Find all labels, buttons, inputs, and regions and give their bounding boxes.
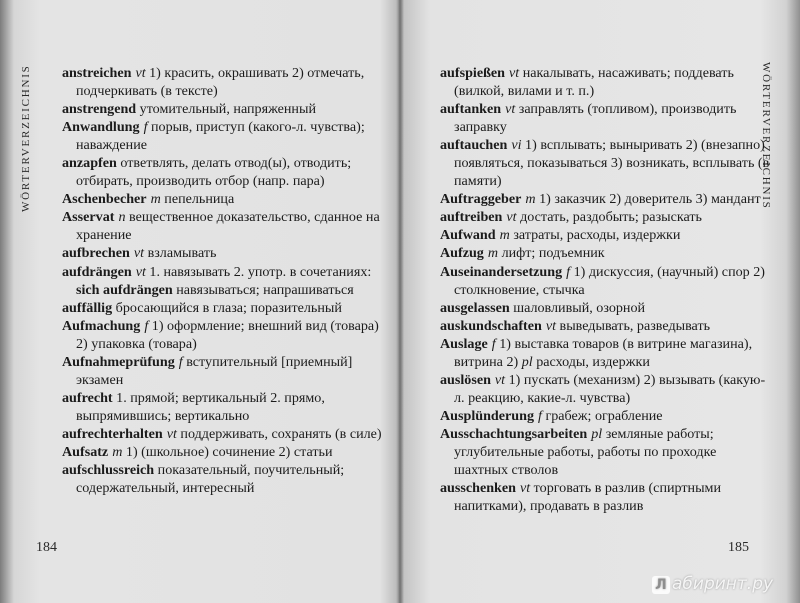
left-entries — [62, 64, 392, 497]
grammar-label: f — [538, 407, 542, 424]
dictionary-entry — [62, 154, 392, 190]
grammar-label: pl — [521, 353, 533, 370]
headword: auslösen — [440, 371, 491, 388]
dictionary-entry — [440, 263, 770, 299]
grammar-label: vt — [519, 480, 531, 497]
headword: anstrengend — [62, 101, 137, 118]
headword: Auseinandersetzung — [440, 263, 563, 280]
grammar-label: vi — [511, 137, 522, 154]
headword: aufschlussreich — [62, 462, 155, 479]
headword: Asservat — [62, 209, 115, 226]
dictionary-entry — [440, 407, 770, 425]
definition: бросающийся в глаза; поразительный — [112, 299, 342, 316]
headword: auftreiben — [440, 209, 503, 226]
grammar-label: vt — [133, 245, 145, 262]
definition: выведывать, разведывать — [556, 317, 711, 334]
definition: утомительный, напряженный — [136, 101, 316, 118]
definition: навязываться; напрашиваться — [172, 281, 354, 298]
dictionary-entry — [440, 226, 770, 244]
dictionary-entry — [62, 190, 392, 208]
headword: anstreichen — [62, 65, 132, 81]
headword: Aufsatz — [62, 443, 109, 460]
definition: 1) всплывать; выныривать 2) (внезапно) появляться, показываться 3) возникать, всплывать (в памяти) — [454, 137, 770, 190]
labirint-watermark — [652, 574, 773, 594]
grammar-label: f — [491, 335, 496, 352]
grammar-label: m — [499, 227, 510, 244]
dictionary-entry — [440, 371, 770, 407]
definition: 1) оформление; внешний вид (товара) 2) упаковка (товара) — [76, 317, 379, 352]
headword: auftauchen — [440, 137, 508, 154]
dictionary-entry — [62, 425, 392, 443]
headword: Anwandlung — [62, 119, 140, 136]
definition: вступительный [приемный] экзамен — [76, 353, 353, 388]
headword: aufdrängen — [62, 263, 132, 280]
dictionary-entry — [62, 118, 392, 154]
headword: Aschenbecher — [62, 191, 147, 208]
headword: aufspießen — [440, 65, 506, 81]
definition: 1. навязывать 2. употр. в сочетаниях: — [145, 263, 372, 280]
definition: вещественное доказательство, сданное на хранение — [76, 209, 380, 244]
definition: 1) дискуссия, (научный) спор 2) столкновение, стычка — [454, 263, 765, 298]
dictionary-entry — [440, 208, 770, 226]
grammar-label: vt — [545, 317, 557, 334]
grammar-label: m — [525, 191, 536, 208]
dictionary-entry — [62, 461, 392, 497]
dictionary-entry — [440, 136, 770, 190]
grammar-label: vt — [505, 101, 516, 118]
headword: auffällig — [62, 299, 113, 316]
headword: auftanken — [440, 101, 502, 118]
headword: Aufmachung — [62, 317, 141, 334]
dictionary-entry — [62, 317, 392, 353]
definition: 1) красить, окрашивать 2) отмечать, подчеркивать (в тексте) — [76, 65, 365, 100]
left-page — [20, 0, 390, 603]
dictionary-entry — [440, 425, 770, 479]
headword: ausschenken — [440, 480, 516, 497]
headword: Ausplünderung — [440, 407, 535, 424]
definition: порыв, приступ (какого-л. чувства); наваждение — [76, 119, 365, 154]
dictionary-entry — [62, 263, 392, 299]
dictionary-entry — [440, 100, 770, 136]
headword: aufrechterhalten — [62, 425, 163, 442]
definition: торговать в разлив (спиртными напитками), продавать в разлив — [454, 480, 722, 515]
grammar-label: m — [150, 191, 161, 208]
grammar-label: f — [144, 317, 149, 334]
running-head-right: WÖRTERVERZEICHNIS — [760, 62, 772, 210]
dictionary-entry — [440, 64, 770, 100]
book-gutter — [396, 0, 404, 603]
grammar-label: f — [143, 119, 148, 136]
definition: показательный, поучительный; содержательный, интересный — [76, 462, 345, 497]
grammar-label: vt — [506, 209, 517, 226]
headword: Auslage — [440, 335, 488, 352]
right-page — [410, 0, 775, 603]
headword: Auftraggeber — [440, 191, 522, 208]
grammar-label: m — [487, 245, 499, 262]
grammar-label: vt — [494, 371, 506, 388]
definition: 1) пускать (механизм) 2) вызывать (какую-л. реакцию, какие-л. чувства) — [454, 371, 766, 406]
watermark-text: абиринт.ру — [672, 574, 774, 594]
definition: затраты, расходы, издержки — [509, 227, 681, 244]
grammar-label: vt — [135, 65, 146, 81]
headword: Ausschachtungsarbeiten — [440, 425, 588, 442]
definition: пепельница — [160, 191, 235, 208]
page-number-right: 185 — [728, 540, 749, 555]
headword: Aufzug — [440, 245, 484, 262]
definition: шаловливый, озорной — [509, 299, 646, 316]
definition: грабеж; ограбление — [541, 407, 663, 424]
definition: лифт; подъемник — [498, 245, 605, 262]
grammar-label: vt — [509, 65, 520, 81]
definition: заправлять (топливом), производить заправку — [454, 101, 737, 136]
running-head-left: WÖRTERVERZEICHNIS — [20, 64, 32, 212]
headword: aufrecht — [62, 389, 113, 406]
grammar-label: f — [178, 353, 183, 370]
page-number-left: 184 — [36, 540, 57, 555]
grammar-label: pl — [591, 425, 603, 442]
dictionary-entry — [62, 64, 392, 100]
dictionary-entry — [62, 244, 392, 262]
definition: взламывать — [144, 245, 217, 262]
dictionary-entry — [62, 299, 392, 317]
definition: расходы, издержки — [532, 353, 650, 370]
headword: aufbrechen — [62, 245, 130, 262]
right-entries — [440, 64, 770, 515]
grammar-label: vt — [166, 425, 177, 442]
grammar-label: n — [118, 209, 126, 226]
definition: земляные работы; углубительные работы, работы по проходке шахтных стволов — [454, 425, 717, 479]
dictionary-entry — [440, 190, 770, 208]
headword: Aufnahmeprüfung — [62, 353, 175, 370]
definition: поддерживать, сохранять (в силе) — [176, 425, 382, 442]
definition: ответвлять, делать отвод(ы), отводить; отбирать, производить отбор (напр. пара) — [76, 155, 352, 190]
definition: накалывать, насаживать; поддевать (вилкой, вилами и т. п.) — [454, 65, 734, 100]
dictionary-entry — [62, 353, 392, 389]
definition: 1) (школьное) сочинение 2) статьи — [122, 443, 333, 460]
definition: 1) заказчик 2) доверитель 3) мандант — [535, 191, 761, 208]
dictionary-entry — [62, 443, 392, 461]
phrase: sich aufdrängen — [76, 281, 173, 298]
labirint-logo-icon: Л — [652, 576, 670, 594]
dictionary-entry — [62, 389, 392, 425]
dictionary-entry — [62, 100, 392, 118]
dictionary-entry — [62, 208, 392, 244]
dictionary-entry — [440, 317, 770, 335]
dictionary-entry — [440, 299, 770, 317]
grammar-label: m — [112, 443, 123, 460]
definition: 1) выставка товаров (в витрине магазина), витрина 2) — [454, 335, 753, 370]
headword: Aufwand — [440, 227, 496, 244]
dictionary-entry — [440, 244, 770, 262]
headword: ausgelassen — [440, 299, 510, 316]
grammar-label: vt — [135, 263, 146, 280]
headword: auskundschaften — [440, 317, 542, 334]
headword: anzapfen — [62, 155, 117, 172]
dictionary-entry — [440, 479, 770, 515]
definition: 1. прямой; вертикальный 2. прямо, выпрямившись; вертикально — [76, 389, 325, 424]
grammar-label: f — [566, 263, 571, 280]
definition: достать, раздобыть; разыскать — [516, 209, 702, 226]
dictionary-entry — [440, 335, 770, 371]
